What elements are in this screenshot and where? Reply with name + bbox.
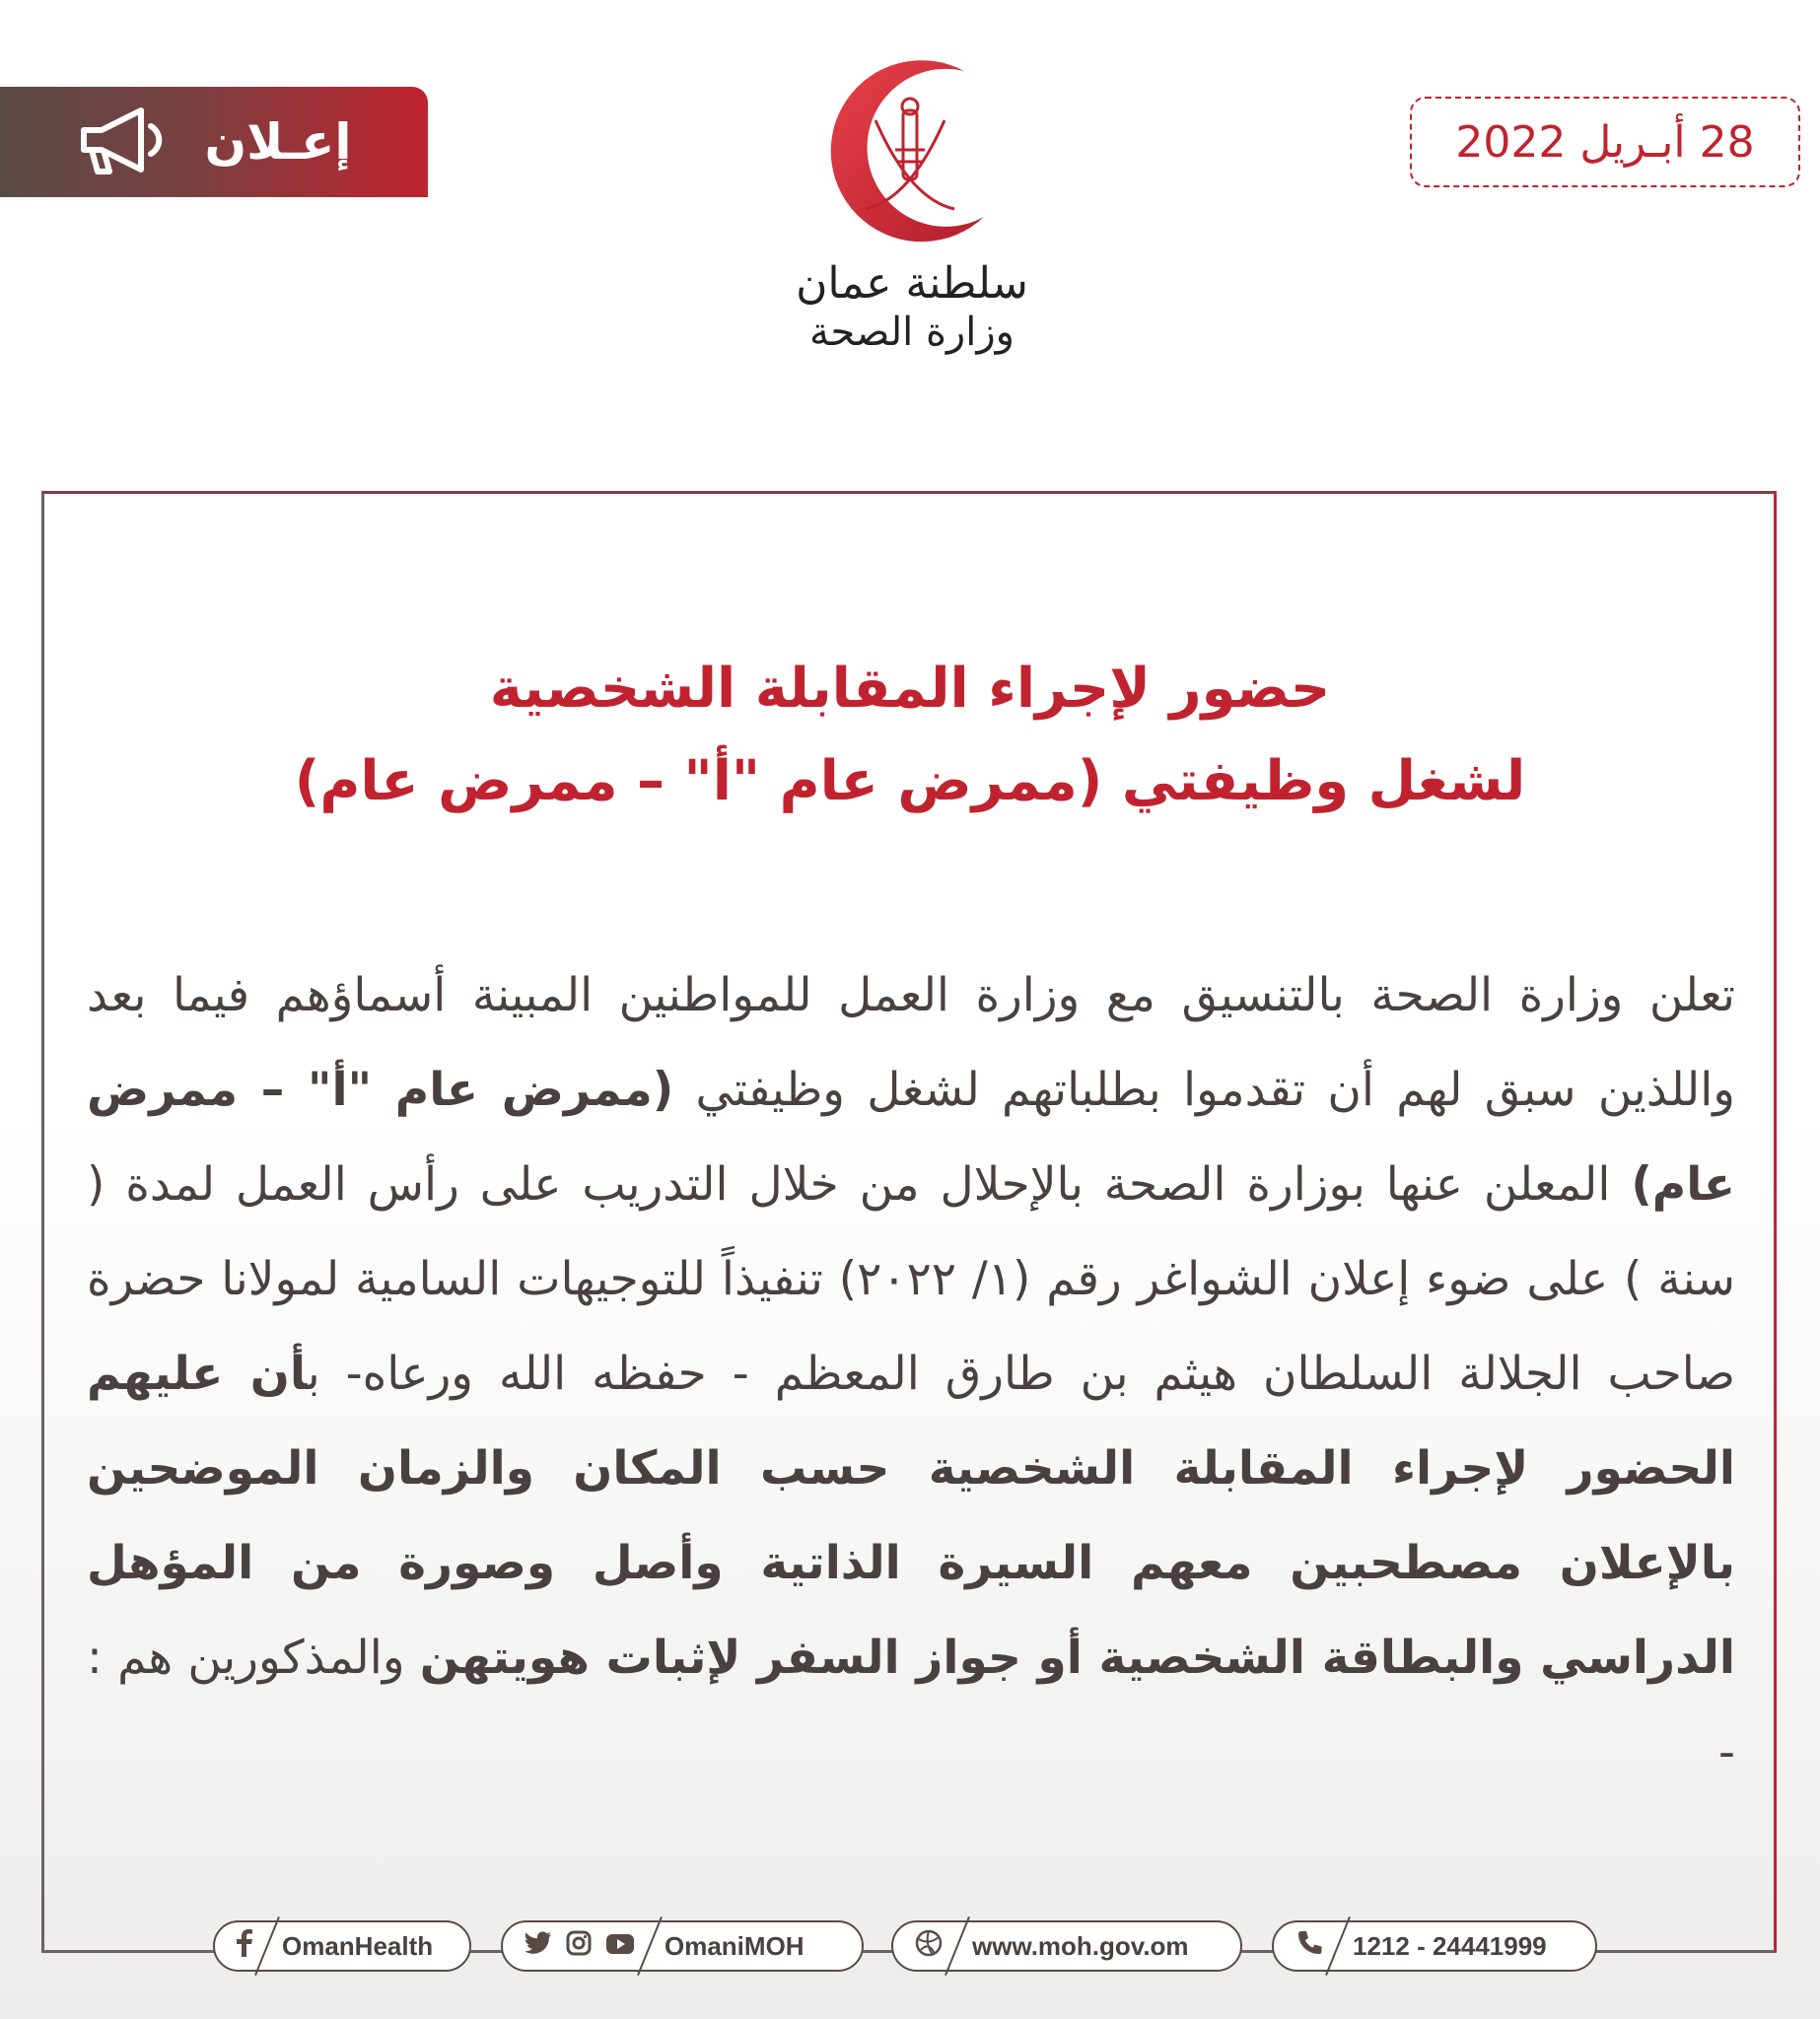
logo-line-ministry: وزارة الصحة bbox=[809, 310, 1015, 355]
youtube-icon[interactable] bbox=[605, 1931, 635, 1962]
facebook-link[interactable] bbox=[213, 1920, 471, 1972]
ministry-logo-text bbox=[769, 258, 1055, 355]
footer-contacts bbox=[0, 1913, 1820, 1982]
phone-number: 1212 - 24441999 bbox=[1353, 1930, 1547, 1961]
announcement-body bbox=[87, 948, 1735, 1800]
announcement-label: إعـلان bbox=[204, 113, 352, 171]
website-link[interactable] bbox=[891, 1920, 1242, 1972]
body-bold-requirements: أن عليهم الحضور لإجراء المقابلة الشخصية حسب المكان والزمان الموضحين بالإعلان مصطحبين معهم السيرة الذاتية وأصل وصورة من المؤهل الدراسي والبطاقة الشخصية أو جواز السفر لإثبات هويتهن bbox=[87, 1347, 1735, 1685]
instagram-icon[interactable] bbox=[566, 1930, 592, 1963]
oman-emblem-crescent-icon bbox=[816, 51, 1004, 248]
website-url: www.moh.gov.om bbox=[972, 1930, 1189, 1961]
body-text-1: تعلن وزارة الصحة بالتنسيق مع وزارة العمل للمواطنين المبينة أسماؤهم فيما بعد واللذين سبق لهم أن تقدموا بطلباتهم لشغل وظيفتي bbox=[87, 968, 1736, 1117]
megaphone-icon bbox=[76, 104, 171, 179]
logo-line-sultanate: سلطنة عمان bbox=[796, 258, 1028, 309]
social-handle: OmaniMOH bbox=[665, 1930, 805, 1961]
date-text: 28 أبـريل 2022 bbox=[1455, 116, 1755, 168]
body-text-2: المعلن عنها بوزارة الصحة بالإحلال من خلال التدريب على رأس العمل لمدة ( سنة ) على ضوء إعلان الشواغر رقم (١/ ٢٠٢٢) تنفيذاً للتوجيهات السامية لمولانا حضرة صاحب الجلالة السلطان هيثم بن طارق المعظم - حفظه الله ورعاه- ب bbox=[87, 1157, 1736, 1401]
date-badge bbox=[1410, 97, 1800, 187]
page-title-line2: لشغل وظيفتي (ممرض عام "أ" – ممرض عام) bbox=[294, 749, 1526, 813]
page-title-line1: حضور لإجراء المقابلة الشخصية bbox=[489, 657, 1331, 721]
twitter-icon[interactable] bbox=[525, 1931, 552, 1962]
globe-icon bbox=[915, 1929, 943, 1964]
social-links[interactable] bbox=[501, 1920, 864, 1972]
facebook-icon bbox=[237, 1929, 252, 1964]
body-text-3: والمذكورين هم : - bbox=[87, 1631, 1735, 1779]
facebook-handle: OmanHealth bbox=[282, 1930, 434, 1961]
phone-link[interactable] bbox=[1272, 1920, 1597, 1972]
body-bold-positions: (ممرض عام "أ" – ممرض عام) bbox=[87, 1063, 1735, 1212]
announcement-tag bbox=[0, 87, 428, 197]
phone-icon bbox=[1295, 1929, 1323, 1964]
